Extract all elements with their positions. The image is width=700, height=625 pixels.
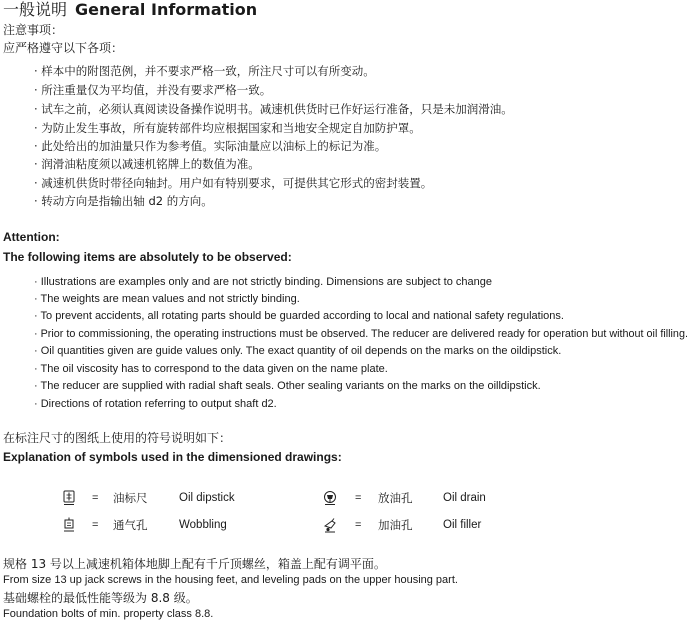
breather-icon xyxy=(62,517,76,533)
oil-drain-icon xyxy=(323,490,337,506)
attention-item: · Illustrations are examples only and are not strictly binding. Dimensions are subject to change xyxy=(34,276,492,288)
symbol-label-zh: 油标尺 xyxy=(113,491,148,505)
attention-item: · Prior to commissioning, the operating instructions must be observed. The reducer are delivered ready for operation but without oil filling. xyxy=(34,328,688,340)
symbol-label-en: Oil drain xyxy=(443,492,486,504)
notes-item: · 转动方向是指输出轴 d2 的方向。 xyxy=(34,194,213,208)
notes-subheading: 应严格遵守以下各项： xyxy=(3,41,124,55)
symbol-row xyxy=(0,517,700,535)
footer-note-zh: 规格 13 号以上减速机箱体地脚上配有千斤顶螺丝，箱盖上配有调平面。 xyxy=(3,557,386,571)
symbols-heading-en: Explanation of symbols used in the dimensioned drawings: xyxy=(3,450,342,464)
footer-note-en: From size 13 up jack screws in the housing feet, and leveling pads on the upper housing part. xyxy=(3,574,458,586)
page-title-en: General Information xyxy=(75,0,258,19)
equals-sign: = xyxy=(92,519,99,531)
attention-item: · The oil viscosity has to correspond to the data given on the name plate. xyxy=(34,363,388,375)
oil-filler-icon xyxy=(323,517,337,533)
symbol-label-zh: 通气孔 xyxy=(113,518,148,532)
attention-item: · Directions of rotation referring to output shaft d2. xyxy=(34,398,277,410)
symbol-label-zh: 放油孔 xyxy=(378,491,413,505)
notes-item: · 所注重量仅为平均值，并没有要求严格一致。 xyxy=(34,83,272,97)
attention-item: · The reducer are supplied with radial shaft seals. Other sealing variants on the marks on the oilldipstick. xyxy=(34,380,541,392)
notes-item: · 试车之前，必须认真阅读设备操作说明书。减速机供货时已作好运行准备，只是未加润滑油。 xyxy=(34,102,513,116)
page-title xyxy=(3,0,257,20)
equals-sign: = xyxy=(355,519,362,531)
notes-item: · 减速机供货时带径向轴封。用户如有特别要求，可提供其它形式的密封装置。 xyxy=(34,176,433,190)
notes-item: · 为防止发生事故，所有旋转部件均应根据国家和当地安全规定自加防护罩。 xyxy=(34,121,421,135)
symbol-label-zh: 加油孔 xyxy=(378,518,413,532)
symbol-row xyxy=(0,490,700,508)
symbol-label-en: Oil dipstick xyxy=(179,492,235,504)
notes-item: · 此处给出的加油量只作为参考值。实际油量应以油标上的标记为准。 xyxy=(34,139,387,153)
symbol-label-en: Oil filler xyxy=(443,519,482,531)
attention-item: · To prevent accidents, all rotating parts should be guarded according to local and national safety regulations. xyxy=(34,310,564,322)
notes-item: · 样本中的附图范例，并不要求严格一致，所注尺寸可以有所变动。 xyxy=(34,64,375,78)
attention-subheading: The following items are absolutely to be observed: xyxy=(3,250,292,264)
attention-item: · The weights are mean values and not strictly binding. xyxy=(34,293,300,305)
attention-heading: Attention: xyxy=(3,230,60,244)
equals-sign: = xyxy=(355,492,362,504)
equals-sign: = xyxy=(92,492,99,504)
notes-item: · 润滑油粘度须以减速机铭牌上的数值为准。 xyxy=(34,157,260,171)
symbols-heading-zh: 在标注尺寸的图纸上使用的符号说明如下： xyxy=(3,431,232,445)
symbol-label-en: Wobbling xyxy=(179,519,227,531)
oil-dipstick-icon xyxy=(62,490,76,506)
page-title-zh: 一般说明 xyxy=(3,0,68,19)
notes-heading: 注意事项： xyxy=(3,23,64,37)
footer-note-zh: 基础螺栓的最低性能等级为 8.8 级。 xyxy=(3,591,198,605)
footer-note-en: Foundation bolts of min. property class 8.8. xyxy=(3,608,214,620)
attention-item: · Oil quantities given are guide values only. The exact quantity of oil depends on the marks on the oildipstick. xyxy=(34,345,562,357)
